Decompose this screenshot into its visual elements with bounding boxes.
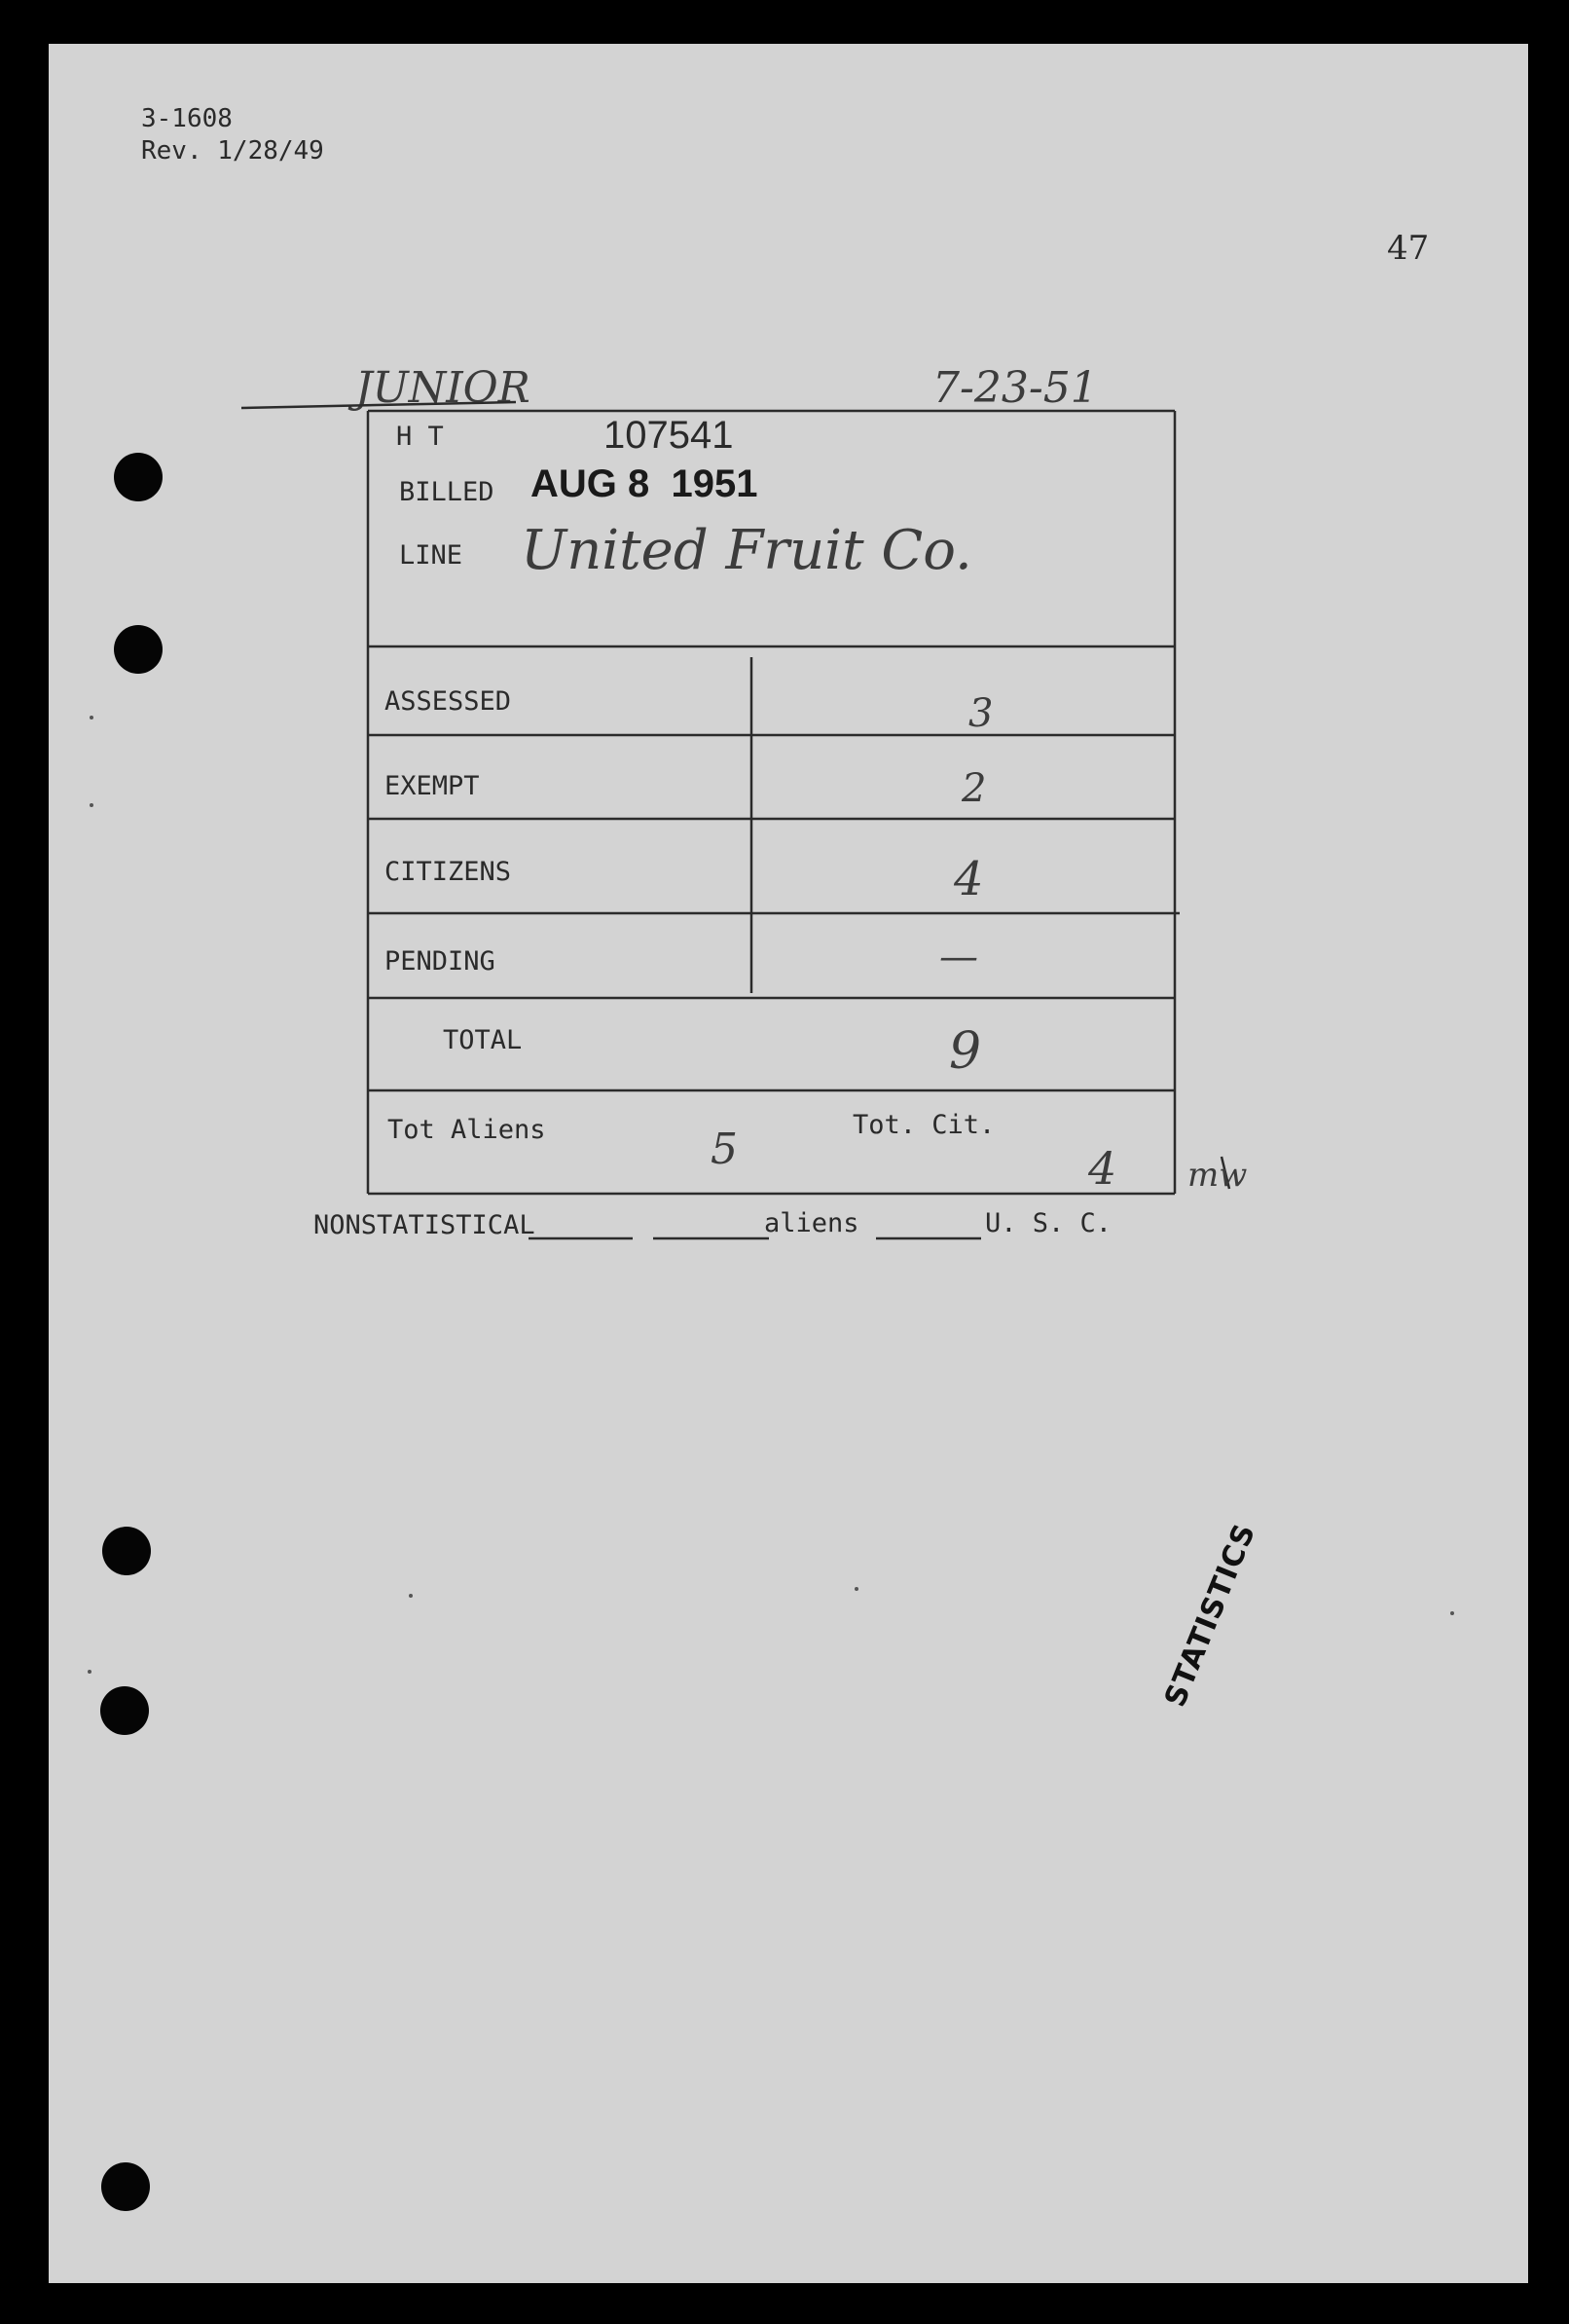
ht-label: H T — [396, 422, 444, 452]
aliens-label: aliens — [764, 1208, 859, 1238]
form-revision: Rev. 1/28/49 — [141, 136, 324, 166]
row-value-exempt: 2 — [962, 766, 987, 811]
initials: mw — [1187, 1156, 1248, 1195]
ht-number: 107541 — [603, 414, 734, 457]
form-number: 3-1608 — [141, 104, 233, 133]
row-label-assessed: ASSESSED — [384, 686, 512, 717]
vessel-name: JUNIOR — [355, 363, 530, 413]
row-value-citizens: 4 — [954, 852, 984, 906]
billed-date-stamp: AUG 8 1951 — [530, 462, 758, 505]
nonstatistical-label: NONSTATISTICAL — [313, 1210, 535, 1240]
tot-cit-label: Tot. Cit. — [853, 1110, 996, 1140]
arrival-date: 7-23-51 — [932, 363, 1098, 413]
page-number: 47 — [1387, 229, 1430, 268]
total-value: 9 — [949, 1022, 982, 1081]
line-label: LINE — [399, 540, 463, 571]
tot-aliens-value: 5 — [711, 1125, 738, 1174]
row-value-pending: — — [939, 935, 978, 979]
document-page — [49, 44, 1528, 2283]
row-value-assessed: 3 — [968, 691, 994, 736]
tot-cit-value: 4 — [1088, 1142, 1117, 1195]
form-box-lines — [49, 44, 1528, 2283]
statistics-stamp: STATISTICS — [1158, 1518, 1263, 1713]
tot-aliens-label: Tot Aliens — [387, 1115, 546, 1145]
row-label-citizens: CITIZENS — [384, 857, 512, 887]
row-label-exempt: EXEMPT — [384, 771, 480, 801]
billed-label: BILLED — [399, 477, 494, 507]
usc-label: U. S. C. — [985, 1208, 1113, 1238]
total-label: TOTAL — [443, 1025, 523, 1055]
row-label-pending: PENDING — [384, 946, 495, 977]
line-value: United Fruit Co. — [521, 519, 972, 582]
